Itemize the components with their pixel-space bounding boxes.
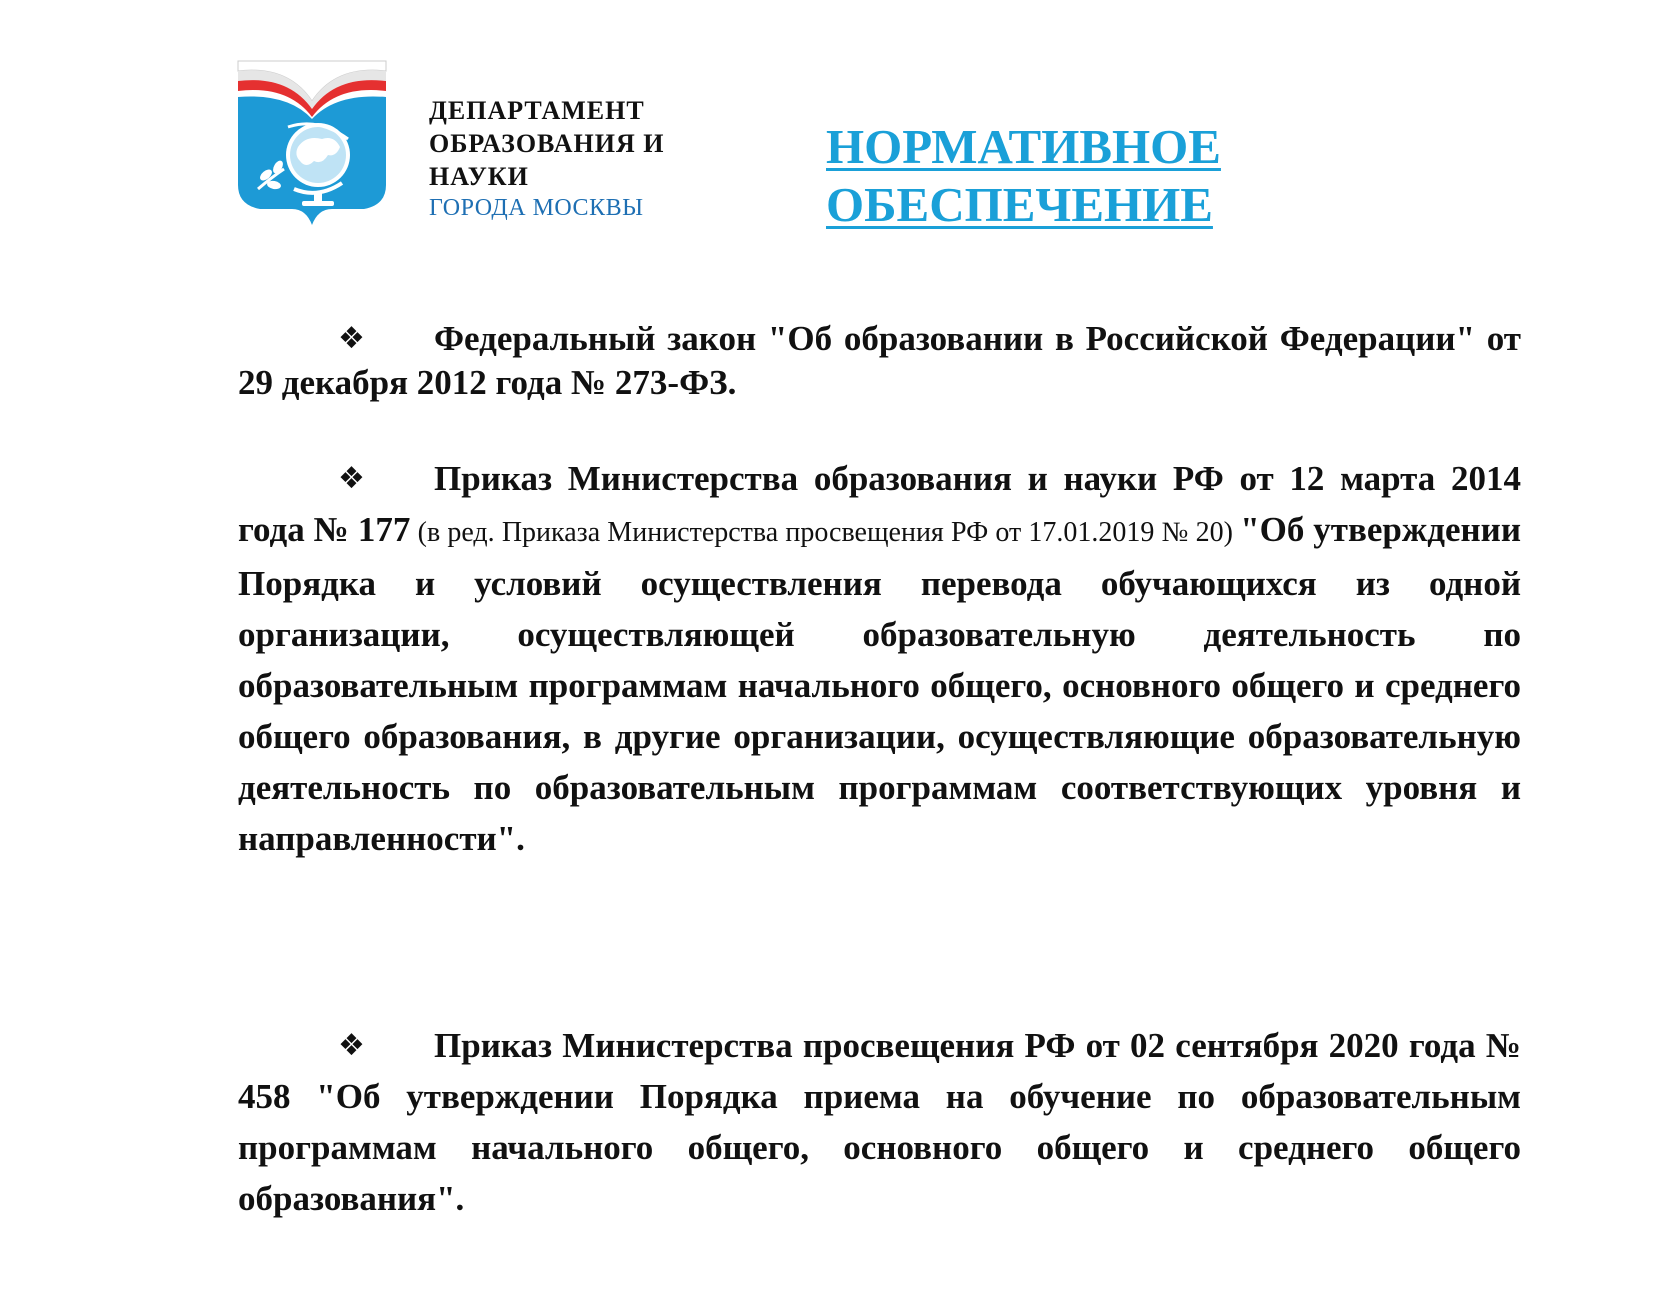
document-item-federal-law bbox=[238, 317, 1521, 405]
document-item-order-177 bbox=[238, 453, 1521, 864]
org-city: ГОРОДА МОСКВЫ bbox=[429, 195, 644, 221]
org-line-2: ОБРАЗОВАНИЯ И bbox=[429, 129, 665, 158]
page-title bbox=[826, 118, 1221, 234]
org-line-3: НАУКИ bbox=[429, 162, 529, 191]
diamond-bullet-icon: ❖ bbox=[338, 1028, 365, 1063]
document-lead: Приказ Министерства образования и науки РФ от 12 марта 2014 года № 177 bbox=[238, 459, 1521, 549]
diamond-bullet-icon: ❖ bbox=[338, 321, 365, 356]
document-title: "Об утверждении Порядка и условий осуществления перевода обучающихся из одной организации, осуществляющей образовательную деятельность по образовательным программам начального общего, основного общего и среднего общего образования, в другие организации, осуществляющие образовательную деятельность по образовательным программам соответствующих уровня и направленности". bbox=[238, 510, 1521, 858]
department-logo bbox=[236, 57, 388, 229]
org-line-1: ДЕПАРТАМЕНТ bbox=[429, 96, 645, 125]
document-amendment-note: (в ред. Приказа Министерства просвещения РФ от 17.01.2019 № 20) bbox=[410, 517, 1241, 548]
document-text: Федеральный закон "Об образовании в Российской Федерации" от 29 декабря 2012 года № 273-ФЗ. bbox=[238, 319, 1521, 402]
organization-name bbox=[429, 94, 729, 223]
diamond-bullet-icon: ❖ bbox=[338, 461, 365, 496]
document-text: Приказ Министерства просвещения РФ от 02 сентября 2020 года № 458 "Об утверждении Порядка приема на обучение по образовательным программам начального общего, основного общего и среднего общего образования". bbox=[238, 1026, 1521, 1218]
document-item-order-458 bbox=[238, 1020, 1521, 1224]
title-line-2: ОБЕСПЕЧЕНИЕ bbox=[826, 177, 1213, 232]
title-line-1: НОРМАТИВНОЕ bbox=[826, 119, 1221, 174]
